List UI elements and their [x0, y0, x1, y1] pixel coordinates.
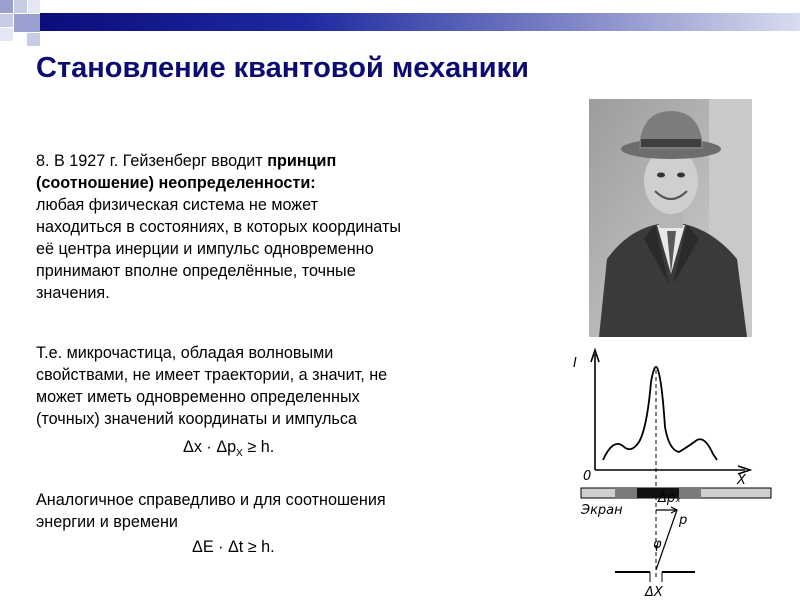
axis-x-label: X [737, 473, 746, 488]
text-line: Т.е. микрочастица, обладая волновыми [36, 344, 334, 362]
paragraph-trajectory [36, 342, 506, 430]
decor-square [14, 14, 40, 32]
text-line: Аналогичное справедливо и для соотношения [36, 491, 386, 509]
decor-square [28, 0, 40, 13]
axis-y-label: I [573, 356, 577, 371]
header-bar [40, 13, 800, 31]
decor-square [0, 0, 13, 13]
text-line: (точных) значений координаты и импульса [36, 410, 357, 428]
intensity-curve [603, 367, 717, 460]
text-line: может иметь одновременно определенных [36, 388, 360, 406]
decor-square [0, 14, 13, 27]
decor-square [14, 0, 27, 13]
slit-label: ΔX [645, 585, 663, 600]
p-label: p [679, 513, 688, 528]
text-line: значения. [36, 284, 110, 302]
dpx-label: Δpₓ [658, 491, 681, 506]
paragraph-energy-time [36, 489, 506, 533]
text-line: любая физическая система не может [36, 196, 319, 214]
intro-line-bold: (соотношение) неопределенности: [36, 174, 316, 192]
portrait-illustration [589, 99, 752, 337]
diffraction-diagram [555, 342, 800, 600]
formula-coordinate-momentum: $\Delta x \cdot \Delta p_X \ge h$. [183, 438, 275, 460]
screen-label: Экран [581, 503, 623, 518]
decor-square [0, 28, 13, 41]
paragraph-heisenberg [36, 150, 506, 304]
portrait-photo [589, 99, 752, 337]
text-line: находиться в состояниях, в которых координаты [36, 218, 401, 236]
decor-square [27, 33, 40, 46]
phi-label: φ [653, 537, 662, 552]
text-line: её центра инерции и импульс одновременно [36, 240, 374, 258]
screen-gray-right [679, 488, 701, 498]
text-line: принимают вполне определённые, точные [36, 262, 356, 280]
formula-energy-time: ΔE · Δt ≥ h. [192, 538, 275, 556]
text-line: энергии и времени [36, 513, 178, 531]
intro-line: 8. В 1927 г. Гейзенберг вводит принцип [36, 152, 337, 170]
text-line: свойствами, не имеет траектории, а значит, не [36, 366, 388, 384]
slide-title: Становление квантовой механики [36, 52, 529, 84]
origin-label: 0 [583, 469, 592, 484]
screen-gray-left [615, 488, 637, 498]
